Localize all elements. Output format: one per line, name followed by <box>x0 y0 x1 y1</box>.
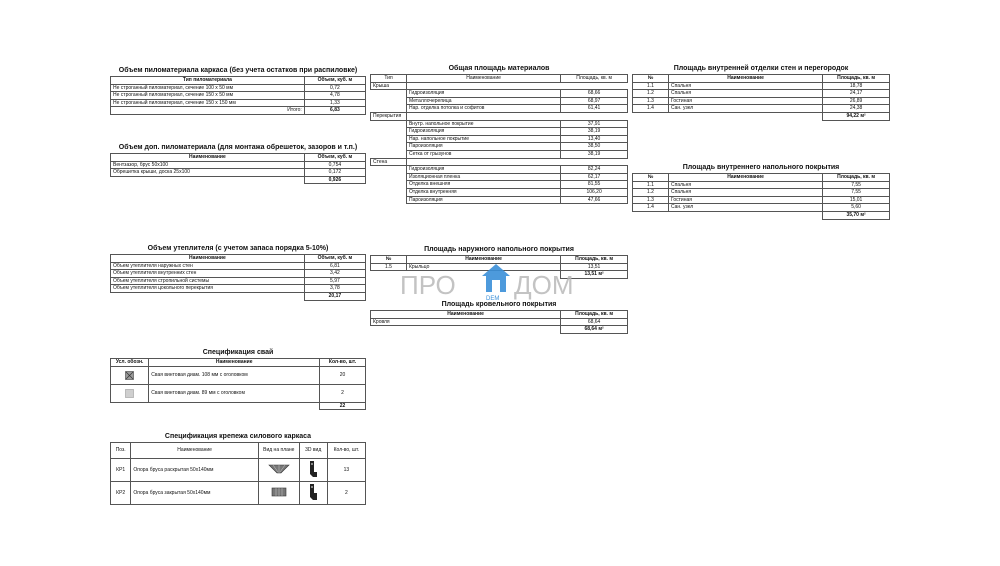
cell: Гостиная <box>668 196 822 204</box>
cell: 37,91 <box>561 120 628 128</box>
cell: 7,55 <box>823 181 890 189</box>
cell: 26,89 <box>823 97 890 105</box>
col-header: 3D вид <box>299 443 327 459</box>
col-header: Наименование <box>406 256 560 264</box>
roof-area-title: Площадь кровельного покрытия <box>441 301 557 308</box>
cell: 7,55 <box>823 189 890 197</box>
col-header: Наименование <box>406 75 560 83</box>
group-row <box>371 158 628 166</box>
materials-block <box>370 64 628 204</box>
screw-pile-108-icon <box>125 371 134 380</box>
logo-text-right: ДОМ <box>514 270 574 300</box>
col-header: Наименование <box>131 443 259 459</box>
piles-block <box>110 348 366 410</box>
cell: 15,01 <box>823 196 890 204</box>
cell: Отделка внешняя <box>406 181 560 189</box>
cell: 1.2 <box>633 90 669 98</box>
table-row <box>633 196 890 204</box>
cell: 24,17 <box>823 90 890 98</box>
table-row <box>371 97 628 105</box>
cell: 13,40 <box>561 135 628 143</box>
cell: Объем утеплителя цокольного перекрытия <box>111 285 305 293</box>
cell: Гидроизоляция <box>406 166 560 174</box>
total-row <box>633 211 890 219</box>
col-header: Наименование <box>149 359 320 367</box>
cell: 38,19 <box>561 150 628 158</box>
piles-title: Спецификация свай <box>202 349 274 356</box>
table-row <box>633 181 890 189</box>
col-header: № <box>633 174 669 182</box>
col-header: Площадь, кв. м <box>823 75 890 83</box>
cell: 0,754 <box>304 161 365 169</box>
cell: 2 <box>327 482 365 505</box>
cell: Гидроизоляция <box>406 128 560 136</box>
group-row <box>371 112 628 120</box>
inner-floor-table <box>632 173 890 220</box>
cell: 5,97 <box>304 277 365 285</box>
materials-title: Общая площадь материалов <box>448 65 550 72</box>
lumber-block <box>110 66 366 115</box>
cell: Пароизоляция <box>406 196 560 204</box>
cell: Кровля <box>371 318 561 326</box>
table-row <box>371 188 628 196</box>
cell: 1.3 <box>633 196 669 204</box>
total-value: 94,22 м² <box>823 112 890 120</box>
house-icon <box>482 264 510 292</box>
col-header: Объем, куб. м <box>304 255 365 263</box>
cell: 1,33 <box>304 99 365 107</box>
table-row <box>371 105 628 113</box>
cell: Изоляционная пленка <box>406 173 560 181</box>
closed-joist-hanger-plan-icon <box>271 487 287 497</box>
cell: 38,19 <box>561 128 628 136</box>
col-header: № <box>633 75 669 83</box>
cell: 47,66 <box>561 196 628 204</box>
inner-walls-title: Площадь внутренней отделки стен и перегородок <box>673 65 849 72</box>
lumber-table <box>110 76 366 115</box>
total-value: 20,17 <box>304 292 365 300</box>
table-row <box>371 196 628 204</box>
cell: 20 <box>320 366 366 384</box>
total-value: 22 <box>320 402 366 410</box>
table-row <box>111 169 366 177</box>
table-row <box>371 173 628 181</box>
group-row <box>371 82 628 90</box>
table-row <box>111 285 366 293</box>
total-value: 68,64 м² <box>561 326 628 334</box>
table-row <box>633 90 890 98</box>
inner-walls-block <box>632 64 890 121</box>
total-value: 35,70 м² <box>823 211 890 219</box>
table-row <box>371 150 628 158</box>
table-row <box>111 459 366 482</box>
cell: Сан. узел <box>668 105 822 113</box>
total-label: Итого: <box>111 107 305 115</box>
table-row <box>111 277 366 285</box>
fasteners-title: Спецификация крепежа силового каркаса <box>164 433 312 440</box>
inner-walls-table <box>632 74 890 121</box>
cell: Не строганный пиломатериал, сечение 150 х 50 мм <box>111 92 305 100</box>
col-header: Кол-во, шт. <box>327 443 365 459</box>
table-row <box>111 262 366 270</box>
cell: Сетка от грызунов <box>406 150 560 158</box>
view-3d-cell <box>299 482 327 505</box>
cell: Металлочерепица <box>406 97 560 105</box>
cell: 1.4 <box>633 204 669 212</box>
col-header: Наименование <box>371 311 561 319</box>
insulation-block <box>110 244 366 301</box>
insulation-table <box>110 254 366 301</box>
extra-lumber-table <box>110 153 366 184</box>
col-header: Площадь, кв. м <box>823 174 890 182</box>
col-header: Наименование <box>668 174 822 182</box>
cell: 18,78 <box>823 82 890 90</box>
cell: Внутр. напольное покрытие <box>406 120 560 128</box>
table-row <box>633 105 890 113</box>
col-header: Вид на плане <box>258 443 299 459</box>
fasteners-block <box>110 432 366 505</box>
table-row <box>371 143 628 151</box>
cell: Сан. узел <box>668 204 822 212</box>
lumber-title: Объем пиломатериала каркаса (без учета остатков при распиловке) <box>118 67 358 74</box>
total-row <box>111 176 366 184</box>
insulation-title: Объем утеплителя (с учетом запаса порядка 5-10%) <box>147 245 329 252</box>
group-label: Стена <box>371 158 407 166</box>
cell: 0,72 <box>304 84 365 92</box>
col-header: Площадь, кв. м <box>561 256 628 264</box>
piles-table <box>110 358 366 410</box>
col-header: Тип <box>371 75 407 83</box>
cell: 6,81 <box>304 262 365 270</box>
pile-symbol-cell <box>111 384 149 402</box>
table-row <box>111 366 366 384</box>
cell: 13,51 <box>561 263 628 271</box>
table-row <box>111 161 366 169</box>
view-3d-cell <box>299 459 327 482</box>
cell: 1.3 <box>633 97 669 105</box>
col-header: Наименование <box>668 75 822 83</box>
inner-floor-title: Площадь внутреннего напольного покрытия <box>682 164 840 171</box>
table-row <box>111 270 366 278</box>
table-row <box>371 181 628 189</box>
cell: 1.1 <box>633 181 669 189</box>
table-row <box>633 204 890 212</box>
table-row <box>371 90 628 98</box>
cell: Объем утеплителя стропильной системы <box>111 277 305 285</box>
total-row <box>111 402 366 410</box>
cell: 81,55 <box>561 181 628 189</box>
cell: Объем утеплителя внутренних стен <box>111 270 305 278</box>
pro-dom-logo <box>398 262 598 302</box>
cell: 1.5 <box>371 263 407 271</box>
roof-area-table <box>370 310 628 334</box>
cell: 2 <box>320 384 366 402</box>
total-row <box>111 107 366 115</box>
table-row <box>371 128 628 136</box>
cell: 61,41 <box>561 105 628 113</box>
cell: 106,20 <box>561 188 628 196</box>
table-row <box>111 384 366 402</box>
cell: 38,50 <box>561 143 628 151</box>
plan-view-cell <box>258 459 299 482</box>
cell: Спальня <box>668 181 822 189</box>
logo-text-left: ПРО <box>400 270 456 300</box>
group-label: Перекрытия <box>371 112 407 120</box>
cell: 68,97 <box>561 97 628 105</box>
cell: Крыльцо <box>406 263 560 271</box>
total-value: 13,51 м² <box>561 271 628 279</box>
table-row <box>371 135 628 143</box>
cell: Свая винтовая диам. 108 мм с оголовком <box>149 366 320 384</box>
materials-table <box>370 74 628 204</box>
cell: Опора бруса закрытая 50х140мм <box>131 482 259 505</box>
table-row <box>633 189 890 197</box>
outer-floor-title: Площадь наружного напольного покрытия <box>424 246 574 253</box>
screw-pile-89-icon <box>125 389 134 398</box>
cell: 82,24 <box>561 166 628 174</box>
col-header: Усл. обозн. <box>111 359 149 367</box>
cell: Свая винтовая диам. 89 мм с оголовком <box>149 384 320 402</box>
total-row <box>111 292 366 300</box>
col-header: Объем, куб. м <box>304 154 365 162</box>
cell: Объем утеплителя наружных стен <box>111 262 305 270</box>
table-row <box>633 97 890 105</box>
logo-text-small: DEM <box>486 296 500 302</box>
pro-dom-logo-graphic <box>398 262 598 302</box>
open-joist-hanger-3d-icon <box>308 460 318 478</box>
table-row <box>371 120 628 128</box>
cell: Нар. отделка потолка и софитов <box>406 105 560 113</box>
cell: КР2 <box>111 482 131 505</box>
total-value: 6,83 <box>304 107 365 115</box>
total-value: 0,926 <box>304 176 365 184</box>
table-row <box>111 84 366 92</box>
cell: 68,66 <box>561 90 628 98</box>
cell: 4,78 <box>304 92 365 100</box>
col-header: Площадь, кв. м <box>561 75 628 83</box>
cell: Отделка внутренняя <box>406 188 560 196</box>
col-header: Наименование <box>111 154 305 162</box>
cell: 3,42 <box>304 270 365 278</box>
cell: Пароизоляция <box>406 143 560 151</box>
open-joist-hanger-plan-icon <box>268 464 290 474</box>
col-header: Площадь, кв. м <box>561 311 628 319</box>
group-label: Крыша <box>371 82 407 90</box>
table-row <box>371 318 628 326</box>
extra-lumber-block <box>110 143 366 184</box>
closed-joist-hanger-3d-icon <box>308 483 318 501</box>
cell: Не строганный пиломатериал, сечение 100 х 50 мм <box>111 84 305 92</box>
table-row <box>633 82 890 90</box>
cell: 1.4 <box>633 105 669 113</box>
cell: Гидроизоляция <box>406 90 560 98</box>
cell: 68,64 <box>561 318 628 326</box>
cell: Спальня <box>668 90 822 98</box>
cell: Обрешетка крыши, доска 25х100 <box>111 169 305 177</box>
col-header: Объем, куб. м <box>304 77 365 85</box>
col-header: Тип пиломатериала <box>111 77 305 85</box>
cell: Не строганный пиломатериал, сечение 150 х 150 мм <box>111 99 305 107</box>
table-row <box>371 166 628 174</box>
cell: Спальня <box>668 82 822 90</box>
col-header: Кол-во, шт. <box>320 359 366 367</box>
inner-floor-block <box>632 163 890 220</box>
cell: Гостиная <box>668 97 822 105</box>
cell: 1.2 <box>633 189 669 197</box>
table-row <box>111 92 366 100</box>
total-row <box>371 326 628 334</box>
pile-symbol-cell <box>111 366 149 384</box>
extra-lumber-title: Объем доп. пиломатериала (для монтажа обрешеток, зазоров и т.п.) <box>118 144 358 151</box>
col-header: Наименование <box>111 255 305 263</box>
cell: Спальня <box>668 189 822 197</box>
cell: 0,172 <box>304 169 365 177</box>
roof-area-block <box>370 300 628 334</box>
col-header: № <box>371 256 407 264</box>
table-row <box>111 482 366 505</box>
table-row <box>111 99 366 107</box>
col-header: Поз. <box>111 443 131 459</box>
total-row <box>633 112 890 120</box>
cell: Нар. напольное покрытие <box>406 135 560 143</box>
cell: Вентзазор, брус 50х100 <box>111 161 305 169</box>
cell: 5,60 <box>823 204 890 212</box>
plan-view-cell <box>258 482 299 505</box>
cell: КР1 <box>111 459 131 482</box>
cell: 1.1 <box>633 82 669 90</box>
cell: 24,38 <box>823 105 890 113</box>
fasteners-table <box>110 442 366 505</box>
cell: 3,78 <box>304 285 365 293</box>
cell: 62,17 <box>561 173 628 181</box>
cell: Опора бруса раскрытая 50х140мм <box>131 459 259 482</box>
cell: 13 <box>327 459 365 482</box>
